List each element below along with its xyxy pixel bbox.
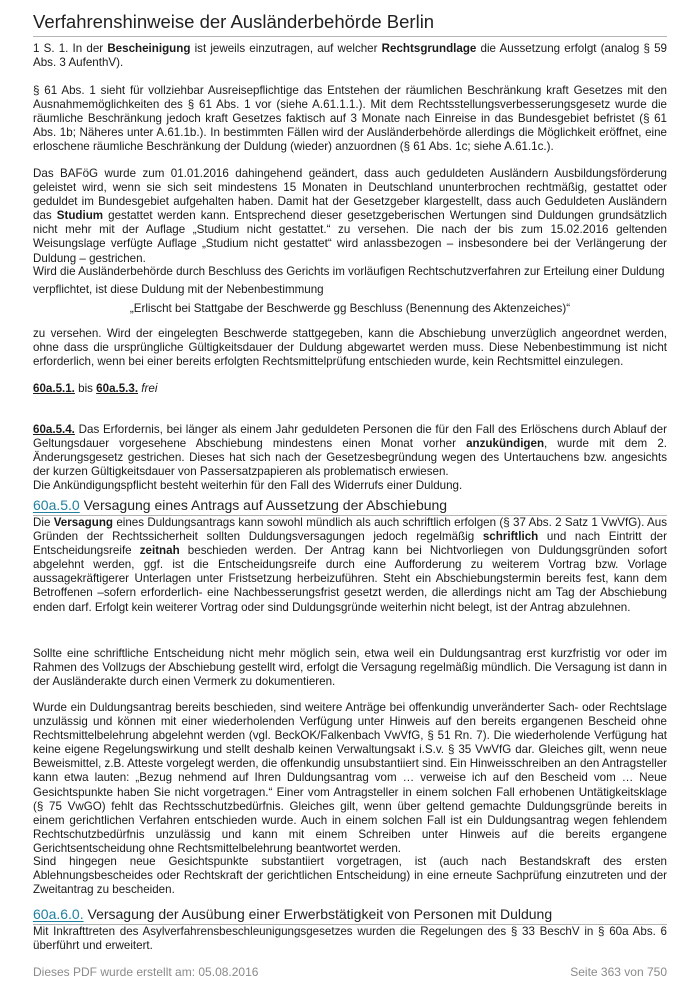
footer-page-number: Seite 363 von 750	[570, 965, 667, 979]
document-title: Verfahrenshinweise der Ausländerbehörde Berlin	[33, 11, 435, 32]
paragraph-frei: 60a.5.1. bis 60a.5.3. frei	[33, 382, 158, 395]
paragraph-rechtschutz-intro-cont: verpflichtet, ist diese Duldung mit der Nebenbestimmung	[33, 283, 324, 296]
paragraph-raeumliche-beschraenkung: § 61 Abs. 1 sieht für vollziehbar Ausreisepflichtige das Entstehen der räumlichen Beschränkung kraft Gesetzes mit den Ausnahmemöglichkeiten des § 61 Abs. 1 vor (siehe A.61.1.1.). Mit dem Rechtsstellungsverbesserungsgesetz wurde die räumliche Beschränkung jedoch kraft Gesetzes faktisch auf 3 Monate nach Einreise in das Bundesgebiet befristet (§ 61 Abs. 1b; Näheres unter A.61.1b.). In bestimmten Fällen wird der Ausländerbehörde allerdings die Möglichkeit eröffnet, eine erloschene räumliche Beschränkung der Duldung (wieder) anzuordnen (§ 61 Abs. 1c; siehe A.61.1c.).	[33, 84, 667, 154]
quoted-nebenbestimmung: „Erlischt bei Stattgabe der Beschwerde gg Beschluss (Benennung des Aktenzeiches)“	[129, 302, 571, 315]
paragraph-versagung: Die Versagung eines Duldungsantrags kann sowohl mündlich als auch schriftlich erfolgen (§ 37 Abs. 2 Satz 1 VwVfG). Aus Gründen der Rechtssicherheit sollten Duldungsversagungen jedoch regelmäßig schriftlich und nach Eintritt der Entscheidungsreife zeitnah beschieden werden. Der Antrag kann bei Nichtvorliegen von Duldungsgründen sofort abgelehnt werden, ggf. ist die Entscheidungsreife durch eine Aufforderung zu weiterem Vortrag bzw. Vorlage aussagekräftigerer Unterlagen unter Fristsetzung herbeizuführen. Steht ein Abschiebungstermin bereits fest, kann dem Betroffenen –sofern erforderlich- eine Nachbesserungsfrist gesetzt werden, die allerdings nicht am Tag der Abschiebung enden darf. Erfolgt kein weiterer Vortrag oder sind Duldungsgründe weiterhin nicht belegt, ist der Antrag abzulehnen.	[33, 516, 667, 614]
paragraph-wiederholende-verfuegung: Wurde ein Duldungsantrag bereits beschieden, sind weitere Anträge bei offenkundig unveränderter Sach- oder Rechtslage unzulässig und können mit einer wiederholenden Verfügung unter Hinweis auf den bereits ergangenen Bescheid ohne Rechtsmittelbelehrung abgelehnt werden (vgl. BeckOK/Falkenbach VwVfG, § 51 Rn. 7). Die wiederholende Verfügung hat keine eigene Regelungswirkung und stellt deshalb keinen Verwaltungsakt i.S.v. § 35 VwVfG dar. Gleiches gilt, wenn neue Beweismittel, z.B. Atteste vorgelegt werden, die offenkundig unsubstantiiert sind. Ein Hinweisschreiben an den Antragsteller kann etwa lauten: „Bezug nehmend auf Ihren Duldungsantrag vom … verweise ich auf den Bescheid vom … Neue Gesichtspunkte haben Sie nicht vorgetragen.“ Einer vom Antragsteller in einem solchen Fall erhobenen Untätigkeitsklage (§ 75 VwGO) fehlt das Rechtsschutzbedürfnis. Gleiches gilt, wenn über geltend gemachte Duldungsgründe bereits in einem gerichtlichen Verfahren entschieden wurde. Auch in einem solchen Fall ist ein Duldungsantrag wegen fehlendem Rechtschutzbedürfnis unzulässig und kann mit einem Schreiben unter Hinweis auf die bereits ergangene Gerichtsentscheidung ohne Rechtsmittelbelehrung beantwortet werden.	[33, 701, 667, 855]
paragraph-muendliche-versagung: Sollte eine schriftliche Entscheidung nicht mehr möglich sein, etwa weil ein Duldungsantrag erst kurzfristig vor oder im Rahmen des Vollzugs der Abschiebung gestellt wird, erfolgt die Versagung regelmäßig mündlich. Die Versagung ist dann in der Ausländerakte durch einen Vermerk zu dokumentieren.	[33, 647, 667, 689]
paragraph-neue-gesichtspunkte: Sind hingegen neue Gesichtspunkte substantiiert vorgetragen, ist (auch nach Bestandskraft des ersten Ablehnungsbescheides oder Rechtskraft der gerichtlichen Entscheidung) in eine erneute Sachprüfung einzutreten und der Zweitantrag zu bescheiden.	[33, 855, 667, 897]
paragraph-ankuendigung: 60a.5.4. Das Erfordernis, bei länger als einem Jahr geduldeten Personen die für den Fall des Erlöschens durch Ablauf der Geltungsdauer vorgesehene Abschiebung mindestens einen Monat vorher anzukündigen, wurde mit dem 2. Änderungsgesetz gestrichen. Dieses hat sich nach der Gesetzesbegründung wegen des Untertauchens bzw. angesichts der kurzen Gültigkeitsdauer von Passersatzpapieren als problematisch erwiesen. Die Ankündigungspflicht besteht weiterhin für den Fall des Widerrufs einer Duldung.	[33, 423, 667, 493]
header-divider	[33, 36, 667, 37]
paragraph-bafoeg: Das BAFöG wurde zum 01.01.2016 dahingehend geändert, dass auch geduldeten Ausländern Ausbildungsförderung geleistet wird, wenn sie sich seit mindestens 15 Monaten in Deutschland ununterbrochen rechtmäßig, gestattet oder geduldet im Bundesgebiet aufgehalten haben. Damit hat der Gesetzgeber klargestellt, dass auch Geduldeten Ausländern das Studium gestattet werden kann. Entsprechend dieser gesetzgeberischen Wertungen sind Duldungen grundsätzlich nicht mehr mit der Auflage „Studium nicht gestattet.“ zu versehen. Die nach der bis zum 15.02.2016 geltenden Weisungslage verfügte Auflage „Studium nicht gestattet“ wird anlassbezogen – insbesondere bei der Verlängerung der Duldung – gestrichen.	[33, 167, 667, 265]
section-link-60a-6-0[interactable]: 60a.6.0.	[33, 906, 84, 922]
paragraph-rechtschutz-intro: Wird die Ausländerbehörde durch Beschluss des Gerichts im vorläufigen Rechtschutzverfahren zur Erteilung einer Duldung	[33, 265, 665, 278]
section-link-60a-5-0[interactable]: 60a.5.0	[33, 497, 80, 513]
footer-created-date: Dieses PDF wurde erstellt am: 05.08.2016	[33, 965, 259, 979]
section-heading-60a-5-0: 60a.5.0 Versagung eines Antrags auf Aussetzung der Abschiebung	[33, 497, 448, 513]
section-heading-60a-6-0: 60a.6.0. Versagung der Ausübung einer Erwerbstätigkeit von Personen mit Duldung	[33, 906, 553, 922]
paragraph-bescheinigung: 1 S. 1. In der Bescheinigung ist jeweils einzutragen, auf welcher Rechtsgrundlage die Aussetzung erfolgt (analog § 59 Abs. 3 AufenthV).	[33, 42, 667, 70]
paragraph-erwerbstaetigkeit: Mit Inkrafttreten des Asylverfahrensbeschleunigungsgesetzes wurden die Regelungen des § 33 BeschV in § 60a Abs. 6 überführt und erweitert.	[33, 925, 667, 953]
paragraph-beschwerde: zu versehen. Wird der eingelegten Beschwerde stattgegeben, kann die Abschiebung unverzüglich angeordnet werden, ohne dass die ursprüngliche Gültigkeitsdauer der Duldung abgewartet werden muss. Diese Nebenbestimmung ist nicht erforderlich, wenn bei einer bereits erfolgten Rechtsmittelprüfung entschieden wurde, kein Rechtsmittel einzulegen.	[33, 327, 667, 369]
